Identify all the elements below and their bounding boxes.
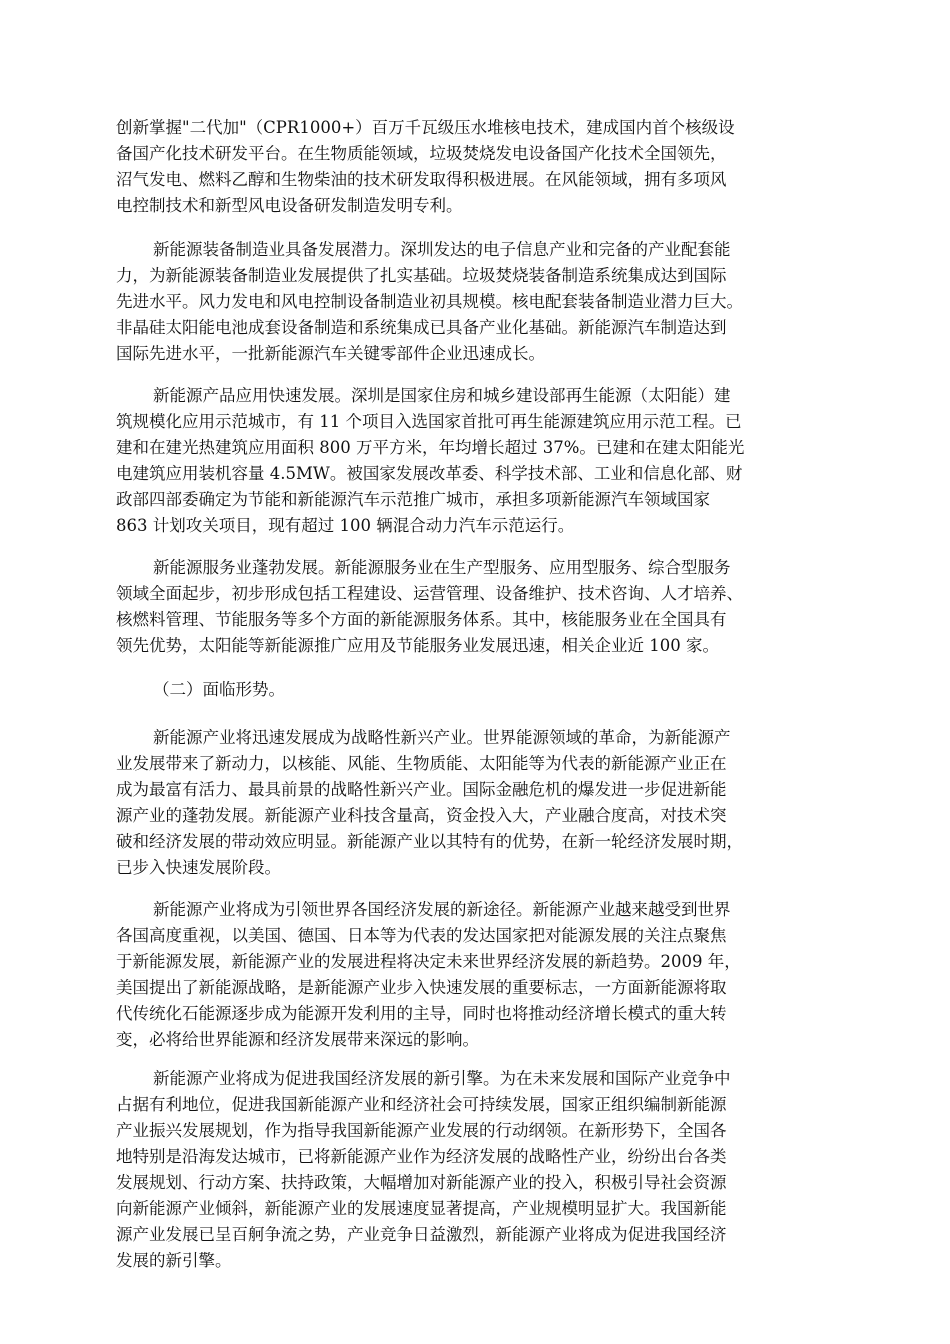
text-line: 国际先进水平，一批新能源汽车关键零部件企业迅速成长。 <box>116 344 545 363</box>
text-line: 创新掌握"二代加"（CPR1000+）百万千瓦级压水堆核电技术，建成国内首个核级设 <box>116 118 735 137</box>
text-line: 核燃料管理、节能服务等多个方面的新能源服务体系。其中，核能服务业在全国具有 <box>116 610 727 629</box>
text-line: 新能源产业将迅速发展成为战略性新兴产业。世界能源领域的革命，为新能源产 <box>153 728 731 747</box>
text-line: 发展规划、行动方案、扶持政策，大幅增加对新能源产业的投入，积极引导社会资源 <box>116 1173 727 1192</box>
text-line: 代传统化石能源逐步成为能源开发利用的主导，同时也将推动经济增长模式的重大转 <box>116 1004 727 1023</box>
text-line: 源产业发展已呈百舸争流之势，产业竞争日益激烈，新能源产业将成为促进我国经济 <box>116 1225 727 1244</box>
text-line: 破和经济发展的带动效应明显。新能源产业以其特有的优势，在新一轮经济发展时期， <box>116 832 743 851</box>
text-line: 于新能源发展，新能源产业的发展进程将决定未来世界经济发展的新趋势。2009 年， <box>116 952 741 971</box>
paragraph-equipment-manufacturing <box>116 237 832 367</box>
heading-text: （二）面临形势。 <box>153 680 285 699</box>
paragraph-domestic-growth-engine <box>116 1066 832 1274</box>
text-line: 备国产化技术研发平台。在生物质能领域，垃圾焚烧发电设备国产化技术全国领先， <box>116 144 727 163</box>
paragraph-global-economic-path <box>116 897 832 1053</box>
text-line: 沼气发电、燃料乙醇和生物柴油的技术研发取得积极进展。在风能领域，拥有多项风 <box>116 170 727 189</box>
paragraph-product-application <box>116 383 832 539</box>
text-line: 领域全面起步，初步形成包括工程建设、运营管理、设备维护、技术咨询、人才培养、 <box>116 584 743 603</box>
text-line: 新能源服务业蓬勃发展。新能源服务业在生产型服务、应用型服务、综合型服务 <box>153 558 731 577</box>
text-line: 筑规模化应用示范城市，有 11 个项目入选国家首批可再生能源建筑应用示范工程。已 <box>116 412 742 431</box>
text-line: 美国提出了新能源战略，是新能源产业步入快速发展的重要标志，一方面新能源将取 <box>116 978 727 997</box>
text-line: 产业振兴发展规划，作为指导我国新能源产业发展的行动纲领。在新形势下，全国各 <box>116 1121 727 1140</box>
text-line: 电控制技术和新型风电设备研发制造发明专利。 <box>116 196 463 215</box>
text-line: 非晶硅太阳能电池成套设备制造和系统集成已具备产业化基础。新能源汽车制造达到 <box>116 318 727 337</box>
text-line: 占据有利地位，促进我国新能源产业和经济社会可持续发展，国家正组织编制新能源 <box>116 1095 727 1114</box>
text-line: 863 计划攻关项目，现有超过 100 辆混合动力汽车示范运行。 <box>116 516 575 535</box>
text-line: 地特别是沿海发达城市，已将新能源产业作为经济发展的战略性产业，纷纷出台各类 <box>116 1147 727 1166</box>
text-line: 先进水平。风力发电和风电控制设备制造业初具规模。核电配套装备制造业潜力巨大。 <box>116 292 743 311</box>
text-line: 源产业的蓬勃发展。新能源产业科技含量高，资金投入大，产业融合度高，对技术突 <box>116 806 727 825</box>
text-line: 各国高度重视，以美国、德国、日本等为代表的发达国家把对能源发展的关注点聚焦 <box>116 926 727 945</box>
text-line: 政部四部委确定为节能和新能源汽车示范推广城市，承担多项新能源汽车领域国家 <box>116 490 710 509</box>
text-line: 已步入快速发展阶段。 <box>116 858 281 877</box>
text-line: 力，为新能源装备制造业发展提供了扎实基础。垃圾焚烧装备制造系统集成达到国际 <box>116 266 727 285</box>
text-line: 电建筑应用装机容量 4.5MW。被国家发展改革委、科学技术部、工业和信息化部、财 <box>116 464 743 483</box>
text-line: 新能源产业将成为引领世界各国经济发展的新途径。新能源产业越来越受到世界 <box>153 900 731 919</box>
section-heading-situation <box>116 677 832 703</box>
text-line: 新能源装备制造业具备发展潜力。深圳发达的电子信息产业和完备的产业配套能 <box>153 240 731 259</box>
text-line: 建和在建光热建筑应用面积 800 万平方米，年均增长超过 37%。已建和在建太阳能光 <box>116 438 745 457</box>
text-line: 发展的新引擎。 <box>116 1251 232 1270</box>
text-line: 成为最富有活力、最具前景的战略性新兴产业。国际金融危机的爆发进一步促进新能 <box>116 780 727 799</box>
text-line: 新能源产品应用快速发展。深圳是国家住房和城乡建设部再生能源（太阳能）建 <box>153 386 731 405</box>
paragraph-service-industry <box>116 555 832 659</box>
text-line: 向新能源产业倾斜，新能源产业的发展速度显著提高，产业规模明显扩大。我国新能 <box>116 1199 727 1218</box>
text-line: 领先优势，太阳能等新能源推广应用及节能服务业发展迅速，相关企业近 100 家。 <box>116 636 719 655</box>
text-line: 业发展带来了新动力，以核能、风能、生物质能、太阳能等为代表的新能源产业正在 <box>116 754 727 773</box>
text-line: 新能源产业将成为促进我国经济发展的新引擎。为在未来发展和国际产业竞争中 <box>153 1069 731 1088</box>
text-line: 变，必将给世界能源和经济发展带来深远的影响。 <box>116 1030 479 1049</box>
paragraph-nuclear-biomass-wind-tech <box>116 115 832 219</box>
paragraph-strategic-emerging-industry <box>116 725 832 881</box>
